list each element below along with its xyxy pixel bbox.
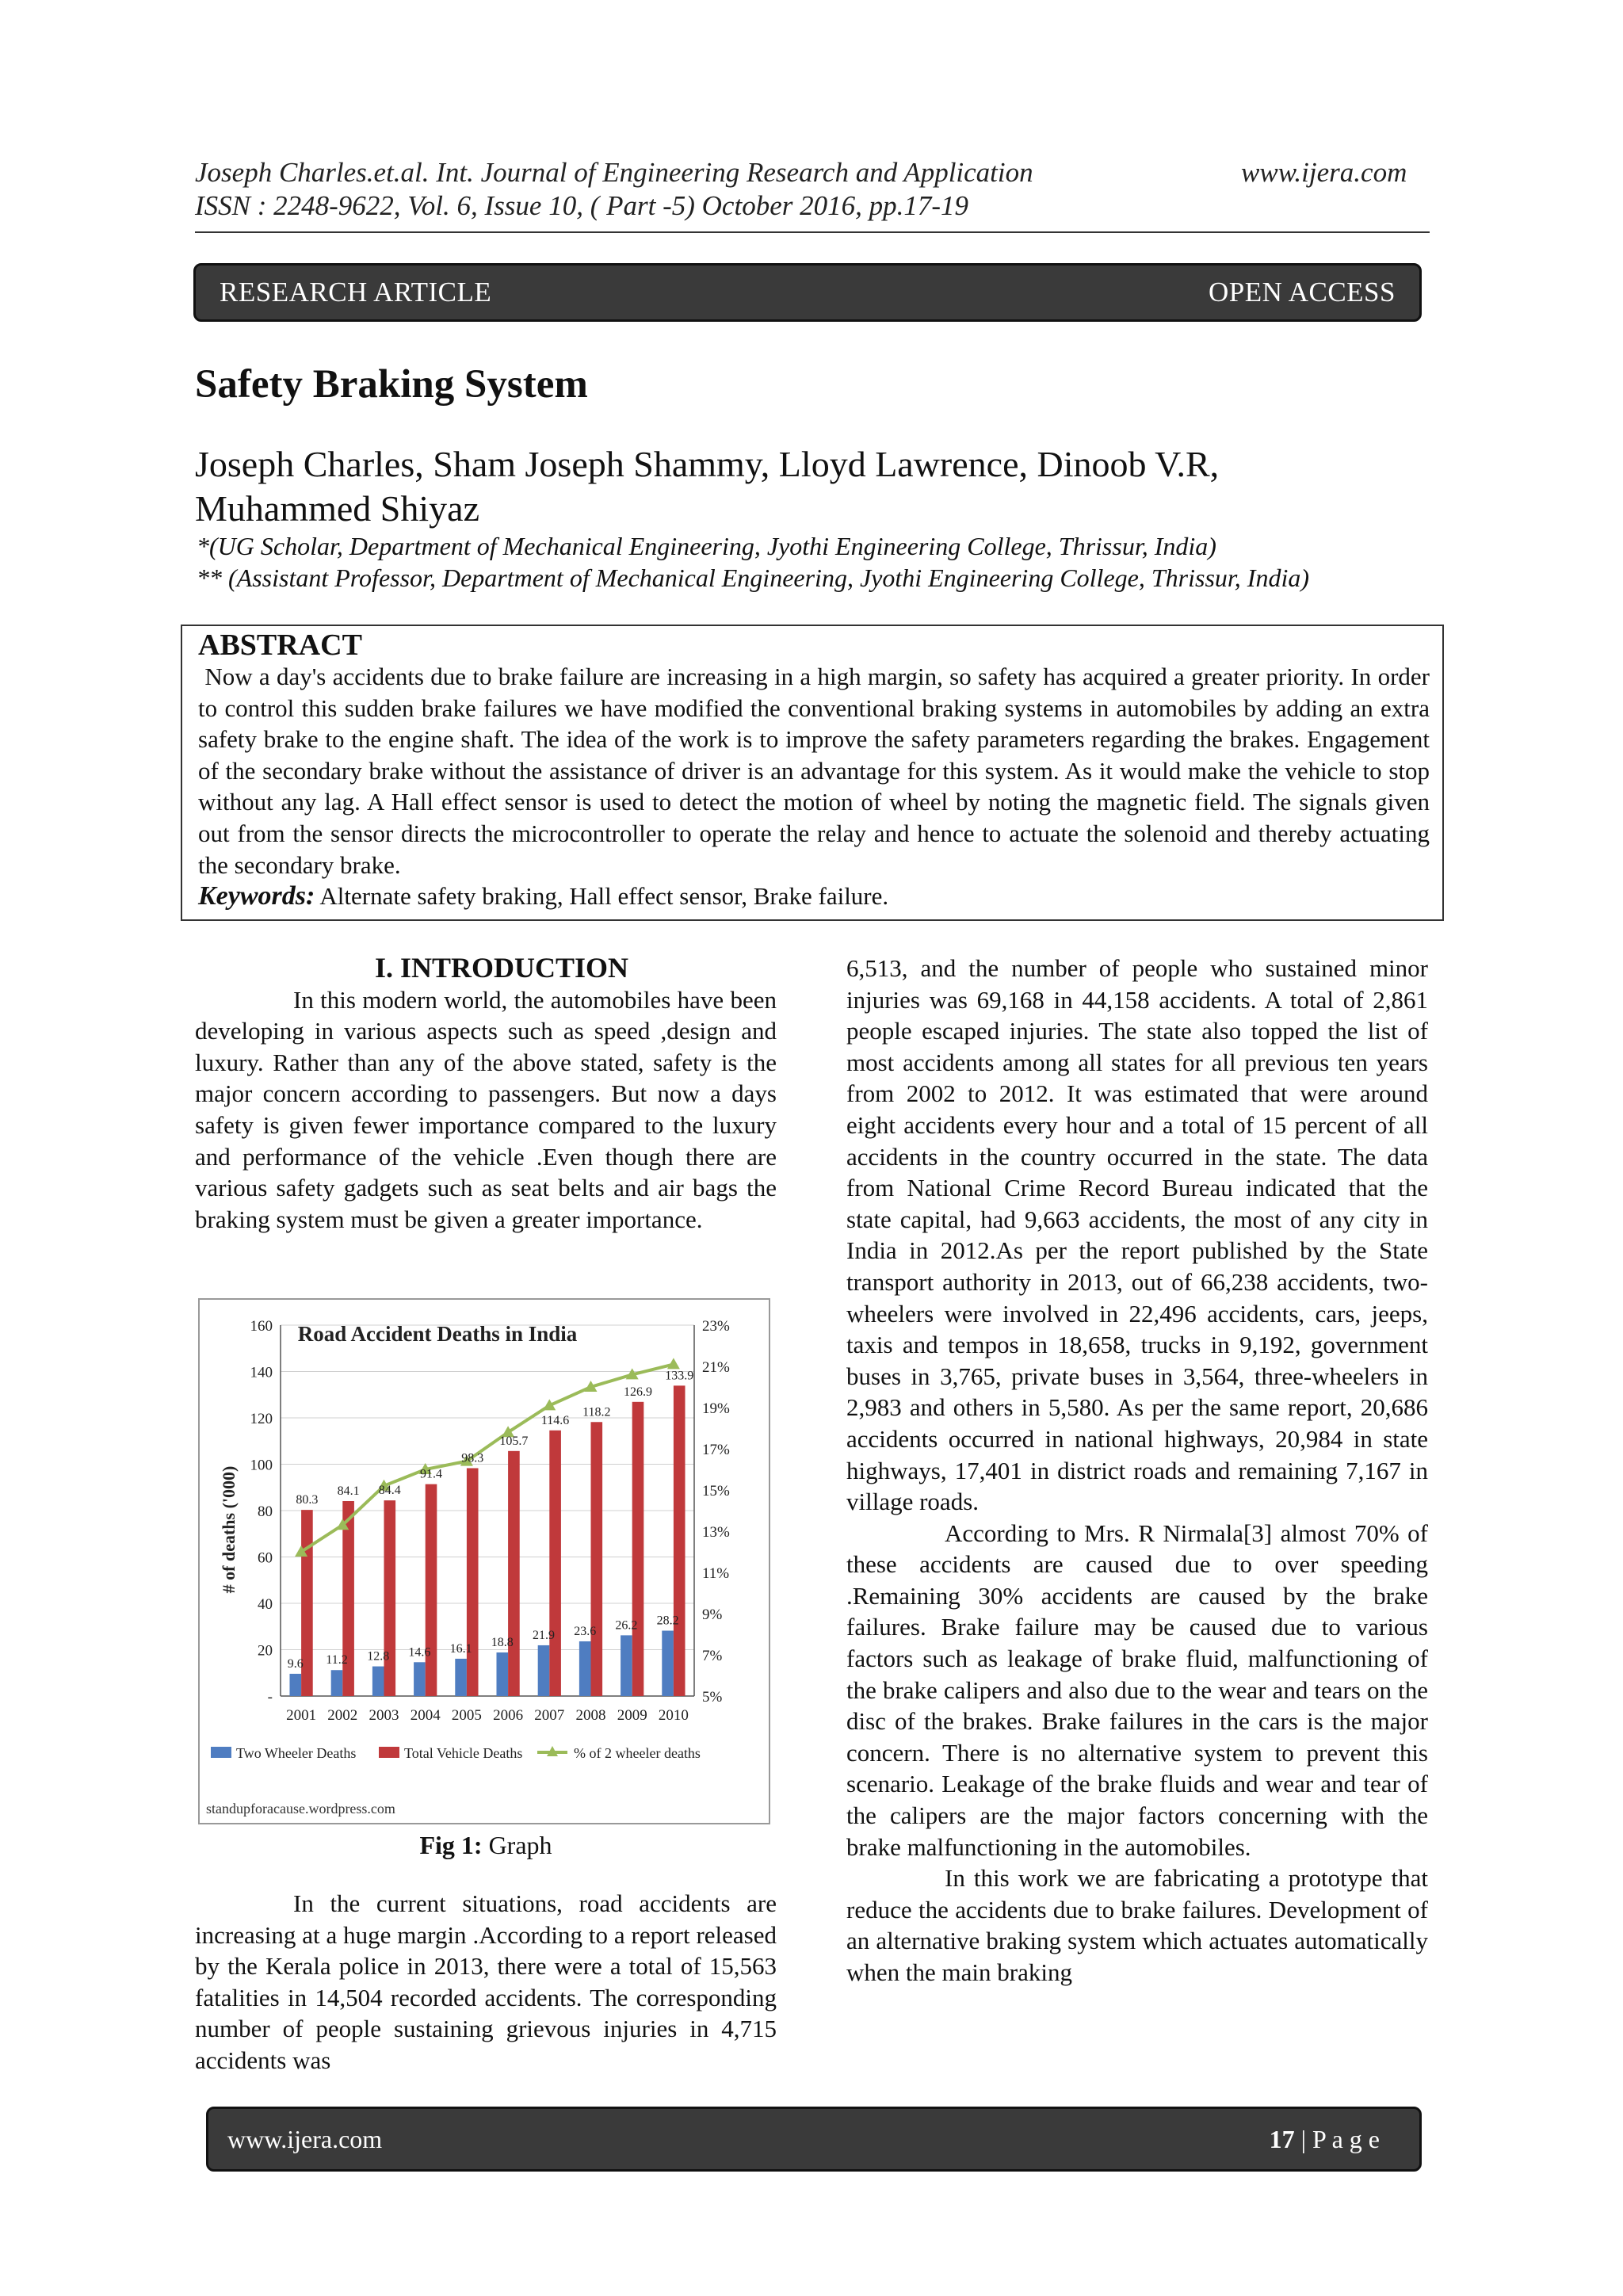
x-tick-label: 2003 xyxy=(369,1707,399,1724)
x-tick-label: 2002 xyxy=(327,1707,358,1724)
legend-label: Two Wheeler Deaths xyxy=(236,1745,357,1761)
x-tick-label: 2005 xyxy=(451,1707,482,1724)
bar-total-vehicle-2005 xyxy=(467,1468,479,1696)
data-label-total-vehicle: 118.2 xyxy=(582,1405,611,1419)
y-tick-label: 160 xyxy=(250,1318,273,1335)
chart-y-axis-label: # of deaths ('000) xyxy=(219,1465,239,1594)
y2-tick-label: 19% xyxy=(702,1400,730,1417)
bar-two-wheeler-2008 xyxy=(579,1641,591,1696)
legend-label: Total Vehicle Deaths xyxy=(404,1745,523,1761)
abstract-heading: ABSTRACT xyxy=(198,628,362,662)
paper-title: Safety Braking System xyxy=(195,362,588,407)
data-label-two-wheeler: 9.6 xyxy=(287,1656,304,1671)
bar-total-vehicle-2009 xyxy=(632,1402,644,1696)
y2-tick-label: 11% xyxy=(702,1565,730,1582)
left-column-top xyxy=(195,953,777,1235)
right-paragraph-2: According to Mrs. R Nirmala[3] almost 70% of these accidents are caused due to over speeding .Remaining 30% accidents are caused by the brake failures. Brake failure may be caused due to various factors such as leakage of brake fluid, malfunctioning of the brake calipers and also due to the wear and tears on the disc of the brakes. Brake failures in the cars is the major concern. There is no alternative system to prevent this scenario. Leakage of the brake fluids and wear and tear of the calipers are the major factors concerning with the brake malfunctioning in the automobiles. xyxy=(846,1519,1428,1861)
legend-swatch xyxy=(211,1747,231,1758)
data-label-two-wheeler: 16.1 xyxy=(449,1641,472,1656)
data-label-total-vehicle: 84.1 xyxy=(337,1484,360,1499)
abstract-box xyxy=(181,625,1444,921)
section-heading-introduction: I. INTRODUCTION xyxy=(374,952,629,984)
data-label-total-vehicle: 114.6 xyxy=(540,1413,570,1427)
legend-swatch xyxy=(379,1747,399,1758)
abstract-text: Now a day's accidents due to brake failure are increasing in a high margin, so safety has acquired a greater priority. In order to control this sudden brake failures we have modified the conventional braking systems in automobiles by adding an extra safety brake to the engine shaft. The idea of the work is to improve the safety parameters regarding the brakes. Engagement of the secondary brake without the assistance of driver is an advantage for this system. As it would make the vehicle to stop without any lag. A Hall effect sensor is used to detect the motion of wheel by noting the magnetic field. The signals given out from the sensor directs the microcontroller to operate the relay and hence to actuate the solenoid and thereby actuating the secondary brake. xyxy=(198,663,1430,879)
x-tick-label: 2010 xyxy=(658,1707,689,1724)
data-label-two-wheeler: 18.8 xyxy=(491,1636,514,1650)
journal-line: Joseph Charles.et.al. Int. Journal of Engineering Research and Application xyxy=(195,157,1033,188)
bar-two-wheeler-2003 xyxy=(372,1667,384,1696)
y2-tick-label: 23% xyxy=(702,1318,730,1335)
data-label-two-wheeler: 12.8 xyxy=(367,1649,390,1664)
data-label-total-vehicle: 105.7 xyxy=(499,1434,529,1448)
data-label-two-wheeler: 14.6 xyxy=(408,1645,431,1660)
figure-caption-text: Graph xyxy=(488,1831,552,1859)
research-article-label: RESEARCH ARTICLE xyxy=(220,277,492,308)
page-label: | P a g e xyxy=(1294,2124,1380,2153)
affiliation-2: ** (Assistant Professor, Department of Mechanical Engineering, Jyothi Engineering College, Thrissur, India) xyxy=(197,563,1309,592)
left-column-bottom xyxy=(195,1888,777,2076)
journal-website[interactable]: www.ijera.com xyxy=(1241,157,1407,188)
chart-title: Road Accident Deaths in India xyxy=(297,1322,578,1346)
data-label-total-vehicle: 98.3 xyxy=(461,1451,484,1465)
y-tick-label: 60 xyxy=(258,1549,273,1567)
bar-total-vehicle-2006 xyxy=(508,1451,520,1696)
bar-total-vehicle-2004 xyxy=(426,1484,437,1696)
bar-two-wheeler-2002 xyxy=(331,1670,343,1696)
bar-total-vehicle-2008 xyxy=(591,1422,603,1696)
footer-website[interactable]: www.ijera.com xyxy=(227,2124,383,2153)
data-label-two-wheeler: 28.2 xyxy=(656,1614,679,1628)
y2-tick-label: 15% xyxy=(702,1483,730,1499)
x-tick-label: 2009 xyxy=(617,1707,647,1724)
y2-tick-label: 21% xyxy=(702,1359,730,1376)
page-number xyxy=(1270,2125,1380,2154)
y2-tick-label: 13% xyxy=(702,1524,730,1541)
bar-two-wheeler-2005 xyxy=(455,1659,467,1696)
header-rule xyxy=(195,231,1430,233)
y-tick-label: 120 xyxy=(250,1411,273,1427)
x-tick-label: 2008 xyxy=(575,1707,606,1724)
authors-line-2: Muhammed Shiyaz xyxy=(195,488,479,529)
page-footer xyxy=(206,2107,1422,2172)
bar-two-wheeler-2009 xyxy=(621,1635,632,1696)
y-tick-label: 20 xyxy=(258,1642,273,1660)
data-label-two-wheeler: 11.2 xyxy=(326,1653,348,1668)
y2-tick-label: 5% xyxy=(702,1689,723,1706)
figure-1-chart xyxy=(198,1298,770,1824)
intro-paragraph-2: In the current situations, road accidents are increasing at a huge margin .According to a report released by the Kerala police in 2013, there were a total of 15,563 fatalities in 14,504 recorded accidents. The corresponding number of people sustaining grievous injuries in 4,715 accidents was xyxy=(195,1889,777,2074)
data-label-two-wheeler: 26.2 xyxy=(615,1618,638,1633)
x-tick-label: 2007 xyxy=(534,1707,565,1724)
y-tick-label: 140 xyxy=(250,1364,273,1381)
keywords-text: Alternate safety braking, Hall effect sensor, Brake failure. xyxy=(319,882,889,911)
y-tick-label: 100 xyxy=(250,1457,273,1474)
bar-total-vehicle-2007 xyxy=(549,1431,561,1696)
issn-line: ISSN : 2248-9622, Vol. 6, Issue 10, ( Part -5) October 2016, pp.17-19 xyxy=(195,190,969,221)
y-tick-label: - xyxy=(267,1689,273,1706)
keywords-label: Keywords: xyxy=(198,881,315,911)
data-label-total-vehicle: 133.9 xyxy=(665,1369,694,1383)
y2-tick-label: 9% xyxy=(702,1606,723,1623)
chart-legend xyxy=(211,1745,701,1761)
bar-two-wheeler-2001 xyxy=(289,1674,301,1696)
legend-label: % of 2 wheeler deaths xyxy=(574,1745,701,1761)
y-tick-label: 80 xyxy=(258,1503,273,1520)
figure-caption xyxy=(195,1831,777,1860)
data-label-total-vehicle: 126.9 xyxy=(624,1385,653,1399)
data-label-total-vehicle: 91.4 xyxy=(420,1467,443,1481)
y2-tick-label: 7% xyxy=(702,1648,723,1664)
page-number-value: 17 xyxy=(1269,2124,1295,2153)
authors-line-1: Joseph Charles, Sham Joseph Shammy, Lloyd Lawrence, Dinoob V.R, xyxy=(195,444,1220,484)
right-paragraph-3: In this work we are fabricating a prototype that reduce the accidents due to brake failures. Development of an alternative braking system which actuates automatically when the main braking xyxy=(846,1864,1428,1986)
chart-source: standupforacause.wordpress.com xyxy=(206,1801,395,1817)
data-label-total-vehicle: 80.3 xyxy=(296,1493,319,1507)
bar-two-wheeler-2010 xyxy=(662,1631,674,1696)
x-tick-label: 2004 xyxy=(410,1707,441,1724)
right-column xyxy=(846,953,1428,1988)
article-type-banner xyxy=(193,263,1422,322)
affiliation-1: *(UG Scholar, Department of Mechanical Engineering, Jyothi Engineering College, Thrissur, India) xyxy=(197,532,1216,560)
intro-paragraph-1: In this modern world, the automobiles have been developing in various aspects such as speed ,design and luxury. Rather than any of the above stated, safety is the major concern according to passengers. But now a days safety is given fewer importance compared to the luxury and performance of the vehicle .Even though there are various safety gadgets such as seat belts and air bags the braking system must be given a greater importance. xyxy=(195,985,777,1233)
figure-label: Fig 1: xyxy=(419,1831,483,1859)
bar-total-vehicle-2003 xyxy=(384,1500,396,1696)
data-label-two-wheeler: 23.6 xyxy=(574,1624,597,1638)
data-label-total-vehicle: 84.4 xyxy=(378,1484,401,1498)
bar-two-wheeler-2006 xyxy=(496,1652,508,1696)
open-access-label: OPEN ACCESS xyxy=(1209,277,1396,308)
x-tick-label: 2001 xyxy=(286,1707,317,1724)
bar-two-wheeler-2004 xyxy=(414,1662,426,1696)
bar-two-wheeler-2007 xyxy=(538,1645,550,1696)
right-paragraph-1: 6,513, and the number of people who sustained minor injuries was 69,168 in 44,158 accidents. A total of 2,861 people escaped injuries. The state also topped the list of most accidents among all states for all previous ten years from 2002 to 2012. It was estimated that were around eight accidents every hour and a total of 15 percent of all accidents in the country occurred in the state. The data from National Crime Record Bureau indicated that the state capital, had 9,663 accidents, the most of any city in India in 2012.As per the report published by the State transport authority in 2013, out of 66,238 accidents, two-wheelers were involved in 22,496 accidents, cars, jeeps, taxis and tempos in 18,658, trucks in 9,192, government buses in 3,765, private buses in 3,564, three-wheelers in 2,983 and others in 5,580. As per the same report, 20,686 accidents occurred in national highways, 20,984 in state highways, 17,401 in district roads and remaining 7,167 in village roads. xyxy=(846,954,1428,1516)
keywords-line xyxy=(198,881,1430,912)
road-accident-deaths-chart xyxy=(200,1300,769,1823)
x-tick-label: 2006 xyxy=(493,1707,524,1724)
y2-tick-label: 17% xyxy=(702,1442,730,1458)
data-label-two-wheeler: 21.9 xyxy=(532,1628,555,1642)
bar-total-vehicle-2010 xyxy=(674,1385,685,1696)
y-tick-label: 40 xyxy=(258,1596,273,1613)
